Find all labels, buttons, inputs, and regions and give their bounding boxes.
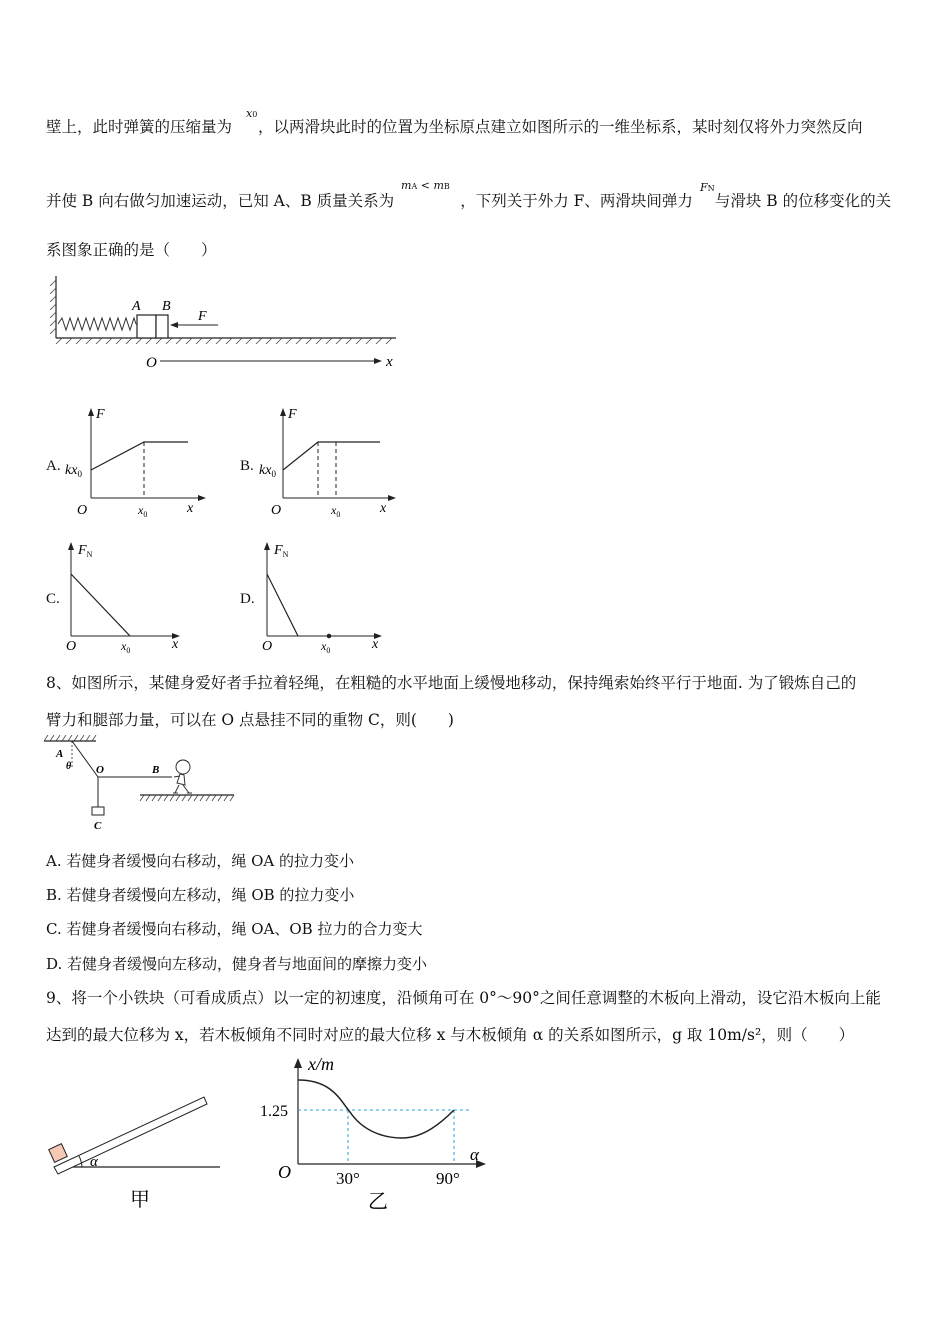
q7-line2-part-b: ，下列关于外力 F、两滑块间弹力 xyxy=(460,192,693,210)
graph-line xyxy=(283,442,380,470)
q9-text-line-2: 达到的最大位移为 x，若木板倾角不同时对应的最大位移 x 与木板倾角 α 的关系如图所示，g 取 10m/s²，则（ ） xyxy=(46,1026,855,1044)
svg-text:O: O xyxy=(77,503,88,518)
q7-text-line-1 xyxy=(46,115,863,137)
q8-option-b[interactable]: B. 若健身者缓慢向左移动，绳 OB 的拉力变小 xyxy=(46,886,355,904)
q7-text-line-3: 系图象正确的是（ ） xyxy=(46,241,217,259)
svg-text:30°: 30° xyxy=(336,1169,360,1188)
svg-text:x0: $x_0$ xyxy=(331,503,341,519)
q8-option-d[interactable]: D. 若健身者缓慢向左移动，健身者与地面间的摩擦力变小 xyxy=(46,955,428,973)
block-a xyxy=(137,315,156,338)
label-o: O xyxy=(146,355,157,371)
option-b-letter[interactable]: B. xyxy=(240,458,254,474)
person-icon xyxy=(173,760,192,793)
q8-text-line-1: 8、如图所示，某健身爱好者手拉着轻绳，在粗糙的水平地面上缓慢地移动，保持绳索始终平行于地面. 为了锻炼自己的 xyxy=(46,674,857,692)
q7-setup-figure xyxy=(48,272,408,374)
svg-text:x: x xyxy=(380,501,387,516)
label-x: x xyxy=(386,354,393,370)
incline-board xyxy=(54,1097,207,1174)
label-f: F xyxy=(198,309,207,324)
svg-text:θ: θ xyxy=(66,761,72,772)
weight-c xyxy=(92,807,104,815)
svg-text:x: x xyxy=(372,637,379,652)
svg-text:x0: $x_0$ xyxy=(121,639,131,655)
option-c-graph[interactable] xyxy=(62,536,192,656)
q7-mass-relation: mA < mB xyxy=(401,179,450,192)
graph-line xyxy=(71,574,130,636)
svg-text:1.25: 1.25 xyxy=(260,1103,288,1120)
block-b xyxy=(156,315,168,338)
svg-text:FN: $F_N$ xyxy=(78,543,93,559)
q7-text-line-2 xyxy=(46,189,891,211)
q7-fn-symbol: FN xyxy=(700,181,715,194)
svg-text:kx0: $kx_0$ xyxy=(65,463,82,479)
option-d-graph[interactable] xyxy=(256,536,392,656)
q9-figure-yi xyxy=(252,1050,497,1215)
q8-text-line-2: 臂力和腿部力量，可以在 O 点悬挂不同的重物 C，则( ) xyxy=(46,711,454,729)
svg-text:α: α xyxy=(470,1145,479,1164)
q7-line1-part-b: ，以两滑块此时的位置为坐标原点建立如图所示的一维坐标系，某时刻仅将外力突然反向 xyxy=(258,118,863,136)
svg-text:O: O xyxy=(66,639,77,654)
svg-text:F: F xyxy=(288,407,297,422)
rope-oa xyxy=(72,741,98,777)
q7-line2-part-a: 并使 B 向右做匀加速运动，已知 A、B 质量关系为 xyxy=(46,192,395,210)
svg-text:x: x xyxy=(172,637,179,652)
q7-line2-part-c: 与滑块 B 的位移变化的关 xyxy=(714,192,892,210)
q8-option-a[interactable]: A. 若健身者缓慢向右移动，绳 OA 的拉力变小 xyxy=(46,852,355,870)
svg-text:O: O xyxy=(262,639,273,654)
svg-text:C: C xyxy=(94,820,102,832)
svg-text:A: A xyxy=(56,748,64,760)
svg-text:x/m: x/m xyxy=(308,1054,334,1074)
svg-text:F: F xyxy=(96,407,105,422)
iron-block xyxy=(49,1144,68,1163)
option-b-graph[interactable] xyxy=(256,402,406,520)
label-a: A xyxy=(132,299,141,314)
svg-text:90°: 90° xyxy=(436,1169,460,1188)
svg-text:x0: $x_0$ xyxy=(138,503,148,519)
option-a-graph[interactable] xyxy=(62,402,212,520)
curve-x-vs-alpha xyxy=(298,1080,454,1138)
svg-text:x: x xyxy=(187,501,194,516)
svg-text:B: B xyxy=(152,764,160,776)
graph-line xyxy=(91,442,188,470)
label-b: B xyxy=(162,299,171,314)
svg-text:α: α xyxy=(90,1154,98,1170)
q9-figure-jia xyxy=(44,1085,229,1215)
q8-option-c[interactable]: C. 若健身者缓慢向右移动，绳 OA、OB 拉力的合力变大 xyxy=(46,920,423,938)
caption-yi: 乙 xyxy=(368,1191,388,1213)
svg-text:FN: $F_N$ xyxy=(274,543,289,559)
option-c-letter[interactable]: C. xyxy=(46,591,60,607)
q9-text-line-1: 9、将一个小铁块（可看成质点）以一定的初速度，沿倾角可在 0°～90°之间任意调整的木板向上滑动，设它沿木板向上能 xyxy=(46,989,881,1007)
q7-line1-part-a: 壁上，此时弹簧的压缩量为 xyxy=(46,118,233,136)
svg-text:kx0: $kx_0$ xyxy=(259,463,276,479)
svg-text:O: O xyxy=(271,503,282,518)
option-a-letter[interactable]: A. xyxy=(46,458,61,474)
svg-text:O: O xyxy=(278,1162,291,1182)
svg-text:O: O xyxy=(96,764,104,776)
spring xyxy=(58,318,136,330)
q8-figure xyxy=(44,735,244,835)
q7-x0-symbol: x0 xyxy=(246,107,258,120)
graph-line xyxy=(267,574,298,636)
option-d-letter[interactable]: D. xyxy=(240,591,255,607)
svg-text:x0: $x_0$ xyxy=(321,639,331,655)
caption-jia: 甲 xyxy=(130,1189,150,1211)
